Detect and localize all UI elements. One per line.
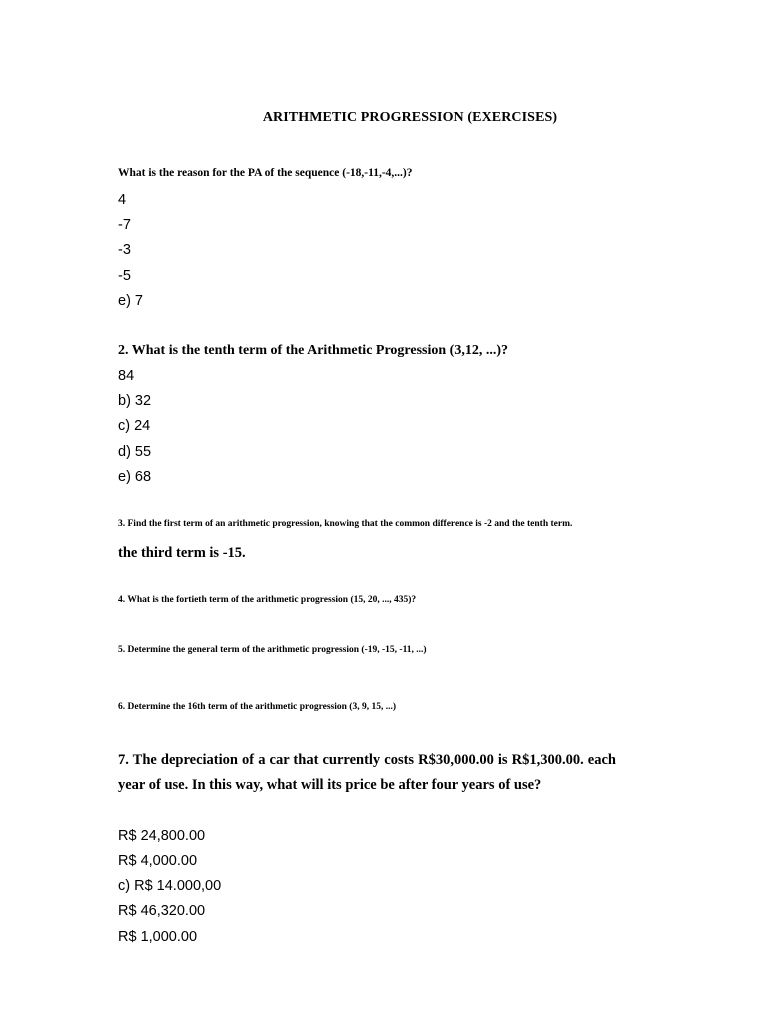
question-4: 4. What is the fortieth term of the arithmetic progression (15, 20, ..., 435)? [118, 595, 417, 605]
q2-option-2: b) 32 [118, 393, 152, 409]
q2-option-1: 84 [118, 368, 135, 384]
q7-option-4: R$ 46,320.00 [118, 903, 206, 919]
page-title: ARITHMETIC PROGRESSION (EXERCISES) [262, 110, 558, 125]
question-1: What is the reason for the PA of the sequence (-18,-11,-4,...)? [118, 167, 413, 179]
q1-option-2: -7 [118, 217, 131, 233]
q1-option-3: -3 [118, 242, 131, 258]
q7-option-1: R$ 24,800.00 [118, 828, 206, 844]
q1-option-1: 4 [118, 192, 127, 208]
question-5: 5. Determine the general term of the arithmetic progression (-19, -15, -11, ...) [118, 645, 427, 655]
question-7: 7. The depreciation of a car that currently costs R$30,000.00 is R$1,300.00. each year of use. In this way, what will its price be after four years of use? [118, 752, 616, 793]
question-3-line-2: the third term is -15. [118, 545, 246, 561]
q2-option-4: d) 55 [118, 444, 152, 460]
q1-option-4: -5 [118, 268, 131, 284]
question-3-line-1: 3. Find the first term of an arithmetic progression, knowing that the common difference is -2 and the tenth term. [118, 519, 573, 529]
q2-option-3: c) 24 [118, 418, 151, 434]
q2-option-5: e) 68 [118, 469, 152, 485]
q7-option-5: R$ 1,000.00 [118, 929, 198, 945]
q7-option-2: R$ 4,000.00 [118, 853, 198, 869]
question-2: 2. What is the tenth term of the Arithmetic Progression (3,12, ...)? [118, 343, 508, 358]
q7-option-3: c) R$ 14.000,00 [118, 878, 222, 894]
question-6: 6. Determine the 16th term of the arithmetic progression (3, 9, 15, ...) [118, 702, 396, 712]
q1-option-5: e) 7 [118, 293, 143, 309]
